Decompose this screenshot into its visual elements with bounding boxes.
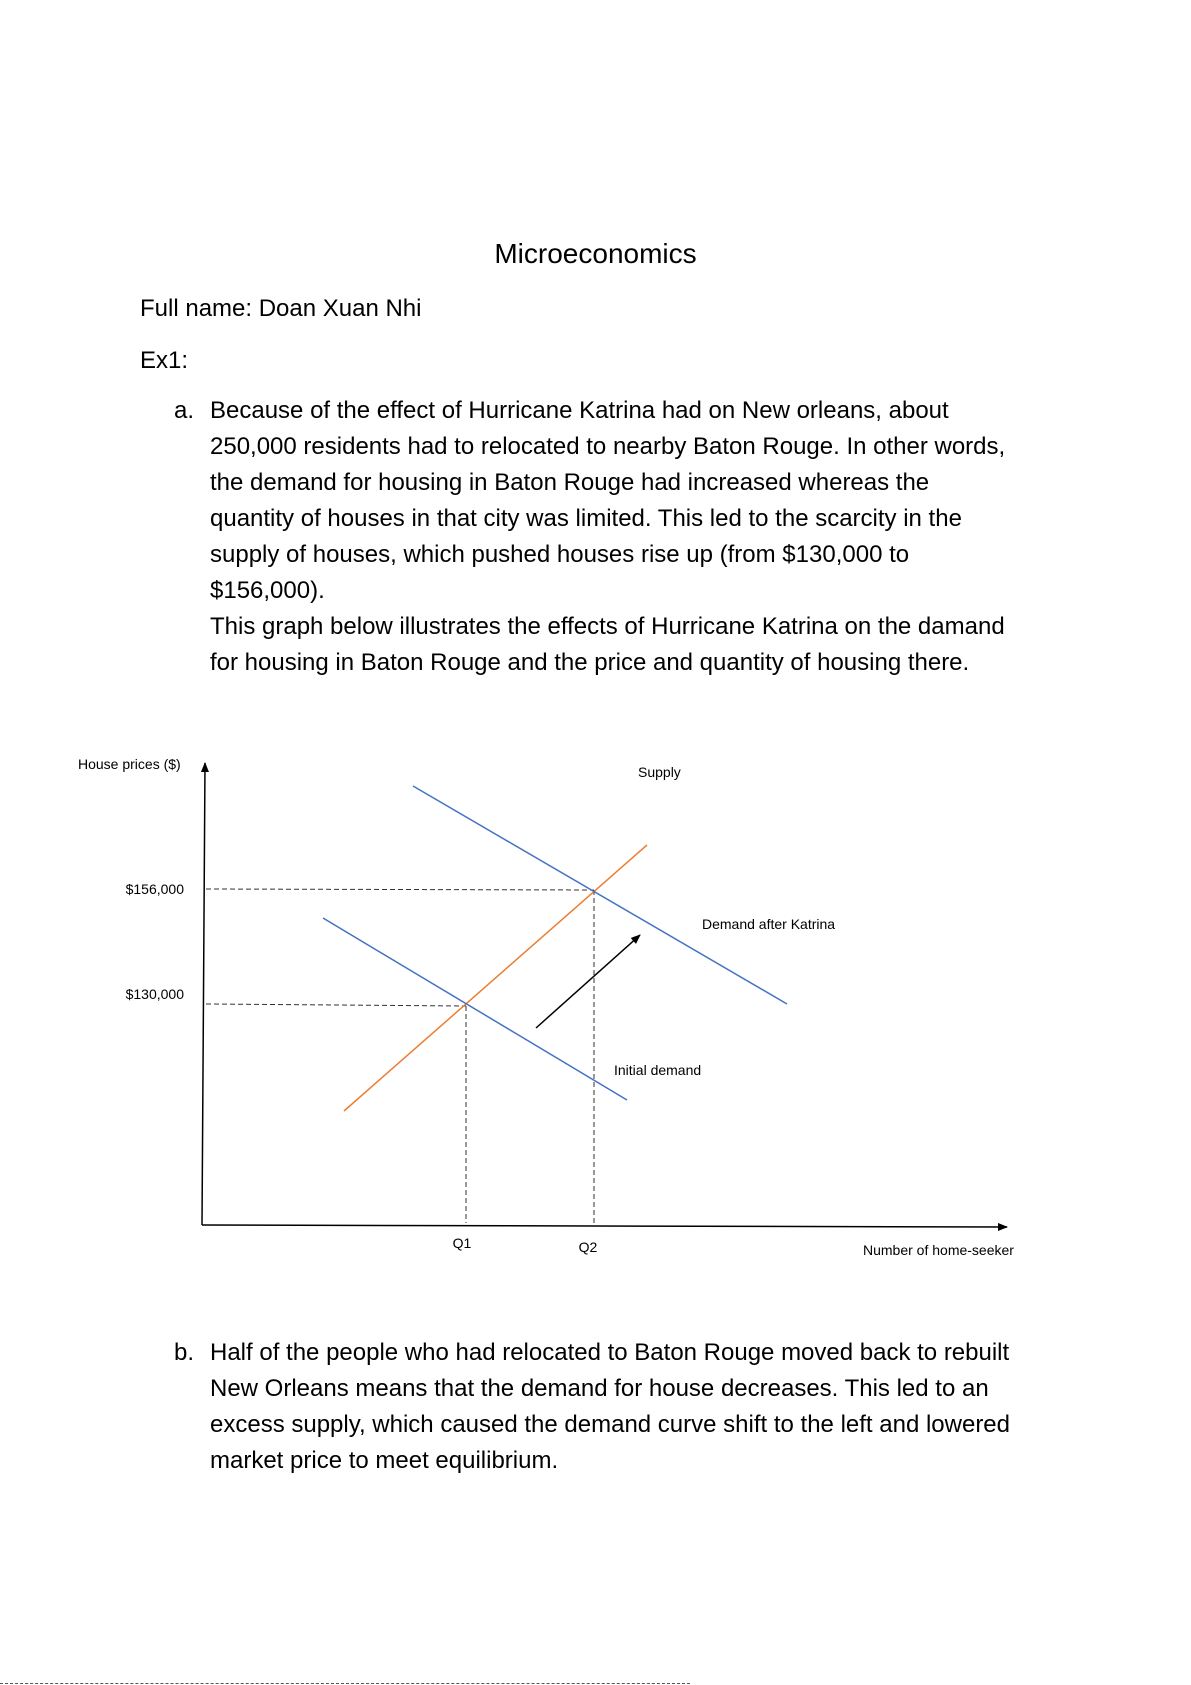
section-b-line: Half of the people who had relocated to Baton Rouge moved back to rebuilt [210,1339,1010,1366]
y-axis-label: House prices ($) [78,756,181,772]
section-a-line: for housing in Baton Rouge and the price and quantity of housing there. [210,649,970,676]
section-a-line: Because of the effect of Hurricane Katrina had on New orleans, about [210,397,949,424]
section-a-line: This graph below illustrates the effects of Hurricane Katrina on the damand [210,613,1005,640]
section-a-line: $156,000). [210,577,325,604]
y-axis [202,763,205,1225]
initial-demand-curve [323,918,627,1100]
full-name-line: Full name: Doan Xuan Nhi [140,295,422,322]
document-title: Microeconomics [494,238,697,269]
x-tick-label-q1: Q1 [452,1235,472,1251]
supply-demand-chart [0,740,1191,1280]
section-b-line: New Orleans means that the demand for house decreases. This led to an [210,1375,989,1402]
section-b-line: market price to meet equilibrium. [210,1447,559,1474]
section-a-marker: a. [174,397,195,424]
price-156000-guide [206,889,594,890]
section-a-line: supply of houses, which pushed houses rise up (from $130,000 to [210,541,910,568]
section-b-body [210,1335,1080,1479]
section-b-line: excess supply, which caused the demand curve shift to the left and lowered [210,1411,1011,1438]
supply-curve [344,845,647,1111]
demand-after-katrina-label: Demand after Katrina [702,916,836,932]
price-130000-guide [206,1004,466,1006]
section-a-line: the demand for housing in Baton Rouge had increased whereas the [210,469,930,496]
x-axis [202,1225,1007,1227]
section-a-line: quantity of houses in that city was limited. This led to the scarcity in the [210,505,962,532]
x-axis-label: Number of home-seeker [863,1242,1014,1258]
section-a-line: 250,000 residents had to relocated to nearby Baton Rouge. In other words, [210,433,1006,460]
page-bottom-divider [0,1683,690,1684]
supply-label: Supply [638,764,681,780]
initial-demand-label: Initial demand [614,1062,702,1078]
y-tick-label-130000: $130,000 [125,986,184,1002]
y-tick-label-156000: $156,000 [125,881,184,897]
exercise-label: Ex1: [140,347,189,374]
section-a-body [210,393,1080,681]
x-tick-label-q2: Q2 [578,1239,598,1255]
demand-shift-arrow [536,935,640,1028]
section-b-marker: b. [174,1339,195,1366]
